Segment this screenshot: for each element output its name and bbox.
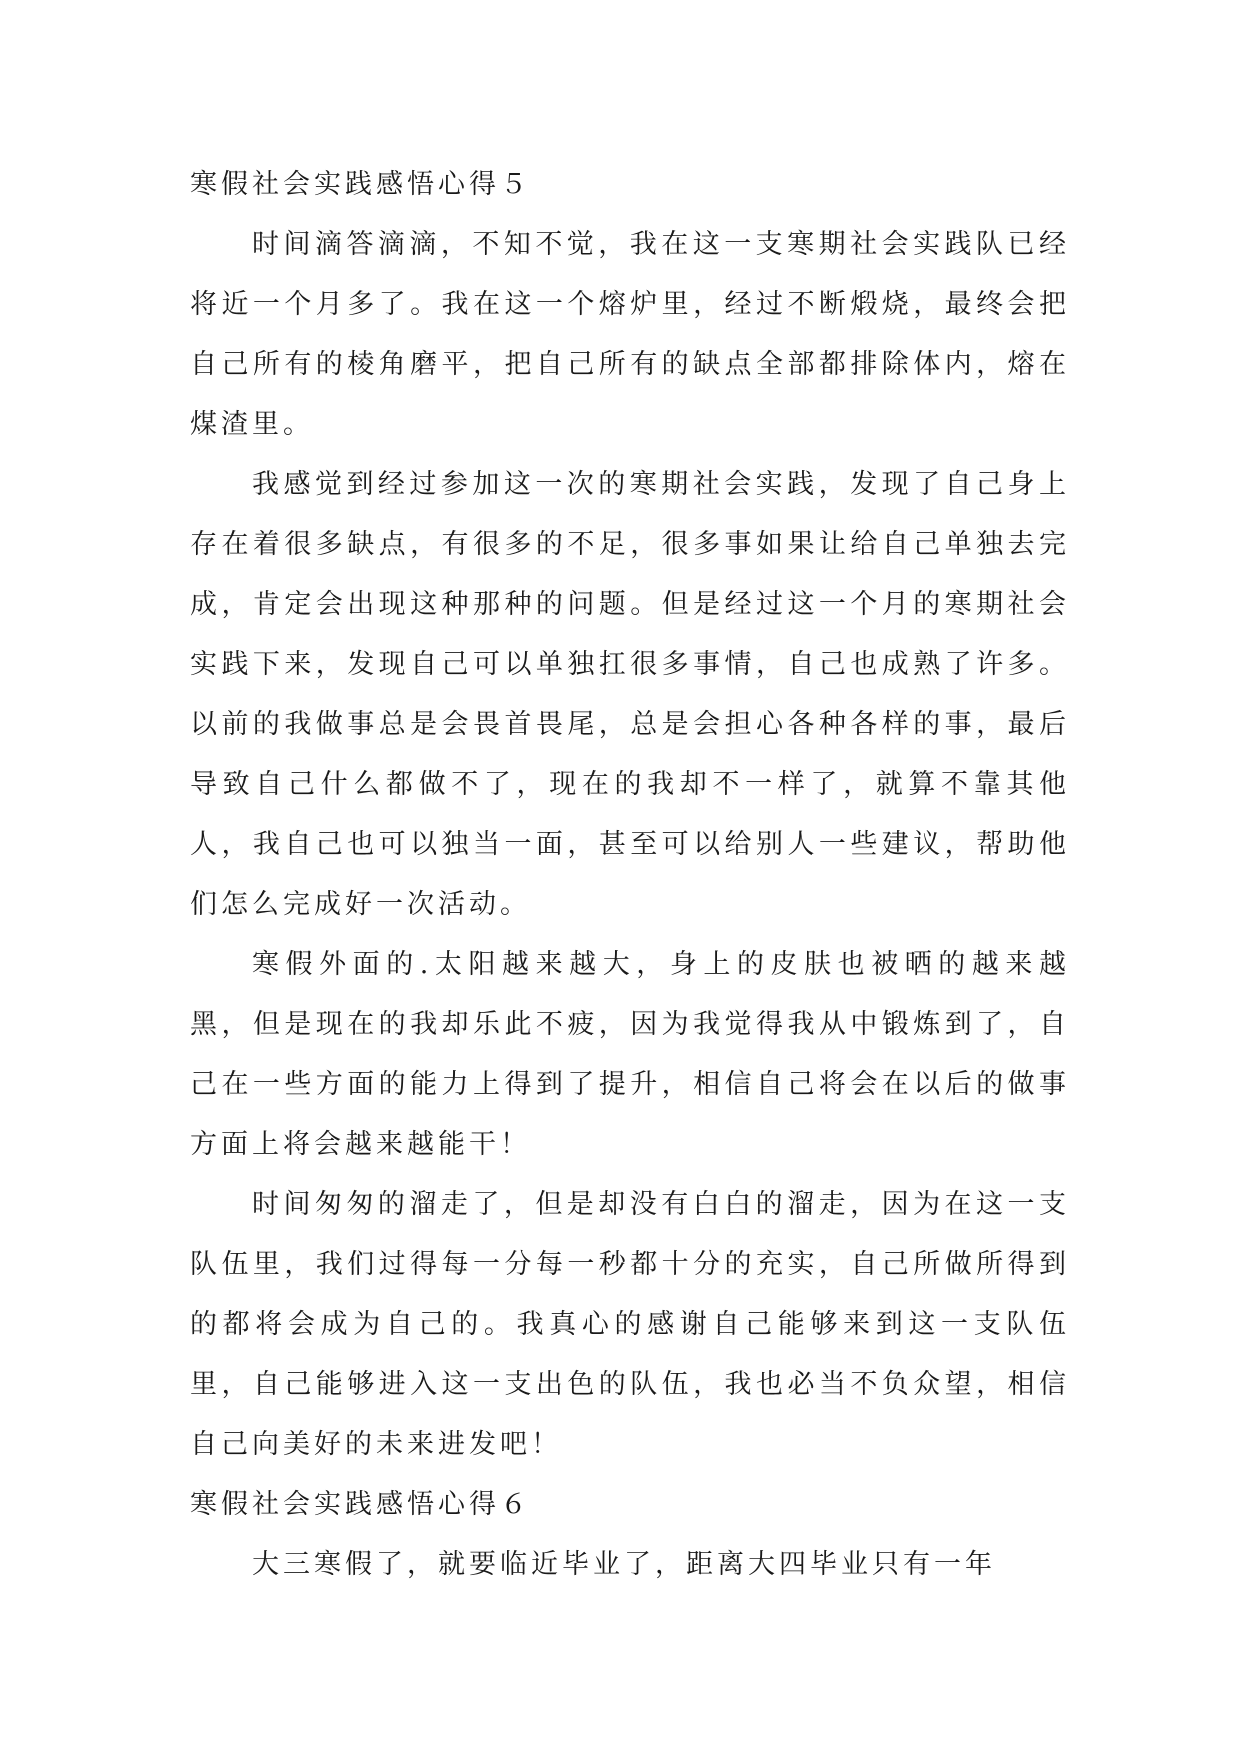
section-heading: 寒假社会实践感悟心得６ [190, 1489, 531, 1520]
document-body [190, 155, 1070, 1595]
paragraph: 大三寒假了，就要临近毕业了，距离大四毕业只有一年 [252, 1549, 996, 1580]
section-6 [190, 1475, 1070, 1595]
paragraph: 寒假外面的.太阳越来越大，身上的皮肤也被晒的越来越黑，但是现在的我却乐此不疲，因为我觉得我从中锻炼到了，自己在一些方面的能力上得到了提升，相信自己将会在以后的做事方面上将会越来越能干！ [190, 949, 1070, 1160]
paragraph: 时间滴答滴滴，不知不觉，我在这一支寒期社会实践队已经将近一个月多了。我在这一个熔炉里，经过不断煅烧，最终会把自己所有的棱角磨平，把自己所有的缺点全部都排除体内，熔在煤渣里。 [190, 229, 1070, 440]
paragraph: 时间匆匆的溜走了，但是却没有白白的溜走，因为在这一支队伍里，我们过得每一分每一秒都十分的充实，自己所做所得到的都将会成为自己的。我真心的感谢自己能够来到这一支队伍里，自己能够进入这一支出色的队伍，我也必当不负众望，相信自己向美好的未来进发吧！ [190, 1189, 1070, 1460]
paragraph: 我感觉到经过参加这一次的寒期社会实践，发现了自己身上存在着很多缺点，有很多的不足，很多事如果让给自己单独去完成，肯定会出现这种那种的问题。但是经过这一个月的寒期社会实践下来，发现自己可以单独扛很多事情，自己也成熟了许多。以前的我做事总是会畏首畏尾，总是会担心各种各样的事，最后导致自己什么都做不了，现在的我却不一样了，就算不靠其他人，我自己也可以独当一面，甚至可以给别人一些建议，帮助他们怎么完成好一次活动。 [190, 469, 1070, 920]
section-5 [190, 155, 1070, 1475]
section-heading: 寒假社会实践感悟心得５ [190, 169, 531, 200]
